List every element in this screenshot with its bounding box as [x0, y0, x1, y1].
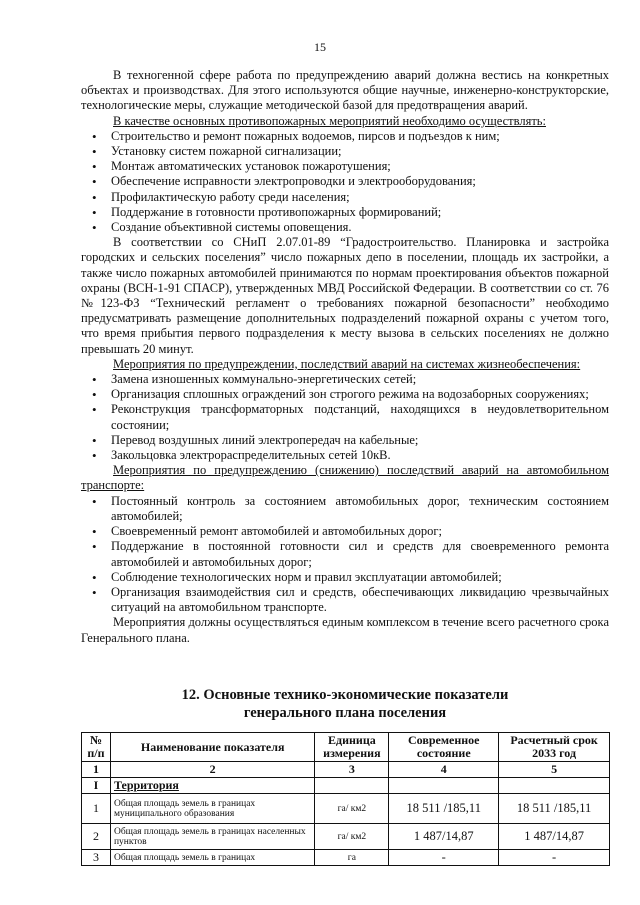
list-item: • Организация сплошных ограждений зон строгого режима на водозаборных сооружениях;: [81, 387, 609, 402]
list-item: • Соблюдение технологических норм и правил эксплуатации автомобилей;: [81, 570, 609, 585]
fire-measures-heading: В качестве основных противопожарных мероприятий необходимо осуществлять:: [113, 113, 546, 128]
header-target: Расчетный срок 2033 год: [499, 733, 610, 762]
header-current: Современное состояние: [389, 733, 499, 762]
list-item: • Замена изношенных коммунально-энергетических сетей;: [81, 372, 609, 387]
snip-paragraph: В соответствии со СНиП 2.07.01-89 “Градостроительство. Планировка и застройка городских и сельских поселения” число пожарных депо в поселении, площадь их застройки, а также число пожарных автомобилей принимаются по нормам проектирования объектов пожарной охраны (ВСН-1-91 СПАСР), утвержденных МВД Российской Федерации. В соответствии со ст. 76 №123-ФЗ “Технический регламент о требованиях пожарной безопасности” необходимо предусматривать размещение дополнительных подразделений пожарной охраны с учетом того, что время прибытия первого подразделения к месту вызова в сельских поселениях не должно превышать 20 минут.: [81, 235, 609, 356]
list-item: • Постоянный контроль за состоянием автомобильных дорог, техническим состоянием автомобилей;: [81, 494, 609, 524]
list-item: • Своевременный ремонт автомобилей и автомобильных дорог;: [81, 524, 609, 539]
table-row: 1 Общая площадь земель в границах муниципального образования га/ км2 18 511 /185,11 18 511 /185,11: [82, 794, 610, 824]
table-header-row: [82, 733, 610, 762]
life-support-heading: Мероприятия по предупреждении, последствий аварий на системах жизнеобеспечения:: [113, 356, 581, 371]
header-num: № п/п: [82, 733, 111, 762]
section-title: 12. Основные технико-экономические показатели генерального плана поселения: [181, 687, 509, 721]
header-unit: Единица измерения: [315, 733, 389, 762]
intro-paragraph: В техногенной сфере работа по предупреждению аварий должна вестись на конкретных объектах и производствах. Для этого используются общие научные, инженерно-конструкторские, технологические меры, служащие методической базой для предотвращения аварий.: [81, 68, 609, 113]
road-transport-list: [81, 494, 609, 616]
document-body: [81, 68, 609, 646]
indicators-table: [81, 732, 610, 866]
page-number: 15: [314, 40, 326, 54]
list-item: • Монтаж автоматических установок пожаротушения;: [81, 159, 609, 174]
list-item: • Реконструкция трансформаторных подстанций, находящихся в неудовлетворительном состоянии;: [81, 402, 609, 432]
road-transport-heading: Мероприятия по предупреждению (снижению) последствий аварий на автомобильном транспорте:: [81, 463, 609, 493]
column-number-row: 1 2 3 4 5: [82, 762, 610, 778]
life-support-list: [81, 372, 609, 463]
list-item: • Строительство и ремонт пожарных водоемов, пирсов и подъездов к ним;: [81, 129, 609, 144]
list-item: • Поддержание в постоянной готовности сил и средств для своевременного ремонта автомобилей и автомобильных дорог;: [81, 539, 609, 569]
closing-paragraph: Мероприятия должны осуществляться единым комплексом в течение всего расчетного срока Генерального плана.: [81, 615, 609, 645]
table-row: 3 Общая площадь земель в границах га - -: [82, 850, 610, 866]
list-item: • Закольцовка электрораспределительных сетей 10кВ.: [81, 448, 609, 463]
list-item: • Перевод воздушных линий электропередач на кабельные;: [81, 433, 609, 448]
list-item: • Профилактическую работу среди населения;: [81, 190, 609, 205]
list-item: • Поддержание в готовности противопожарных формирований;: [81, 205, 609, 220]
header-name: Наименование показателя: [110, 733, 314, 762]
list-item: • Организация взаимодействия сил и средств, обеспечивающих ликвидацию чрезвычайных ситуаций на автомобильном транспорте.: [81, 585, 609, 615]
group-row: I Территория: [82, 778, 610, 794]
table-row: 2 Общая площадь земель в границах населенных пунктов га/ км2 1 487/14,87 1 487/14,87: [82, 824, 610, 850]
fire-measures-list: [81, 129, 609, 235]
list-item: • Создание объективной системы оповещения.: [81, 220, 609, 235]
list-item: • Установку систем пожарной сигнализации;: [81, 144, 609, 159]
list-item: • Обеспечение исправности электропроводки и электрооборудования;: [81, 174, 609, 189]
